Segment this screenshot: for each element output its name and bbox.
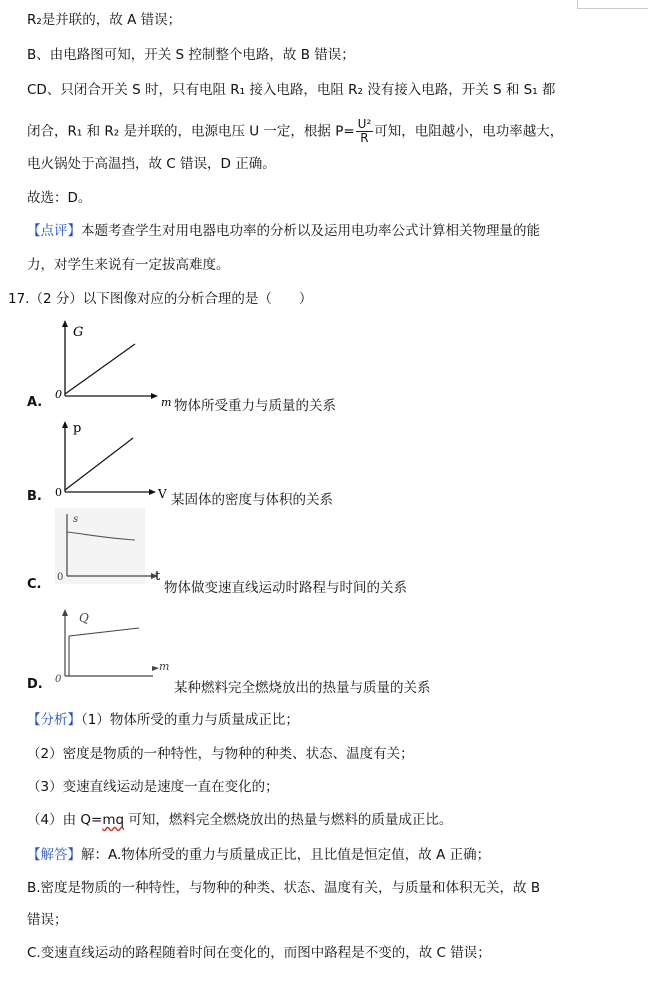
answer-line-4: C.变速直线运动的路程随着时间在变化的，而图中路程是不变的，故 C 错误； <box>27 945 491 961</box>
option-c-caption: 物体做变速直线运动时路程与时间的关系 <box>164 580 407 596</box>
comment-line-2: 力，对学生来说有一定拔高难度。 <box>27 257 230 273</box>
comment-text-1: 本题考查学生对用电器电功率的分析以及运用电功率公式计算相关物理量的能 <box>81 223 540 239</box>
answer-line-2: B.密度是物质的一种特性，与物种的种类、状态、温度有关，与质量和体积无关，故 B <box>27 880 541 896</box>
graph-d-x-arrow <box>152 666 159 671</box>
solution-line-3: CD、只闭合开关 S 时，只有电阻 R₁ 接入电路，电阻 R₂ 没有接入电路，开关 S 和 S₁ 都 <box>27 82 556 98</box>
fraction-denominator: R <box>360 131 369 145</box>
graph-b-x-arrow <box>149 489 156 495</box>
graph-c-origin: 0 <box>57 572 64 583</box>
fraction-numerator: U² <box>357 117 372 131</box>
graph-d-line <box>69 628 139 636</box>
graph-a <box>55 318 172 409</box>
graph-b-xlabel: V <box>158 487 167 501</box>
graph-c-xlabel: t <box>155 569 161 584</box>
answer-line-3: 错误； <box>27 912 68 928</box>
comment-line-1 <box>27 222 540 240</box>
solution-line-6: 故选：D。 <box>27 190 92 206</box>
analysis-line-2: （2）密度是物质的一种特性，与物种的种类、状态、温度有关； <box>27 746 414 762</box>
graph-b <box>55 418 165 502</box>
graph-b-ylabel: p <box>73 421 82 436</box>
solution-line-4-b: 可知，电阻越小，电功率越大， <box>374 123 564 140</box>
analysis-tag: 【分析】 <box>27 712 81 728</box>
analysis-text-4a: （4）由 Q= <box>27 812 103 828</box>
solution-line-5: 电火锅处于高温挡，故 C 错误，D 正确。 <box>27 156 276 172</box>
answer-line-1 <box>27 846 490 864</box>
comment-tag: 【点评】 <box>27 223 81 239</box>
graph-b-y-arrow <box>62 421 68 428</box>
answer-text-1: 解：A.物体所受的重力与质量成正比，且比值是恒定值，故 A 正确； <box>81 847 491 863</box>
graph-a-x-arrow <box>151 393 158 399</box>
solution-line-4-a: 闭合，R₁ 和 R₂ 是并联的，电源电压 U 一定，根据 P= <box>27 123 355 140</box>
analysis-line-3: （3）变速直线运动是速度一直在变化的； <box>27 779 279 795</box>
option-b-label: B. <box>27 489 42 504</box>
graph-d-xlabel: m <box>159 660 170 673</box>
graph-c-ylabel: s <box>73 514 79 525</box>
option-d-label: D. <box>27 677 43 692</box>
graph-b-line <box>65 438 133 490</box>
option-c-label: C. <box>27 577 42 592</box>
graph-c <box>55 508 165 588</box>
graph-a-origin: 0 <box>55 388 62 401</box>
graph-a-xlabel: m <box>161 396 172 409</box>
graph-d-y-arrow <box>62 609 68 616</box>
graph-d-origin: 0 <box>55 674 62 685</box>
question-stem: 17.（2 分）以下图像对应的分析合理的是（ ） <box>8 291 313 307</box>
graph-d-ylabel: Q <box>79 611 89 625</box>
analysis-line-1 <box>27 711 299 729</box>
analysis-line-4 <box>27 811 452 829</box>
option-b-caption: 某固体的密度与体积的关系 <box>171 492 333 508</box>
solution-line-4 <box>27 118 563 145</box>
graph-a-line <box>65 344 135 394</box>
answer-tag: 【解答】 <box>27 847 81 863</box>
analysis-text-1: （1）物体所受的重力与质量成正比； <box>81 712 299 728</box>
solution-line-1: R₂是并联的，故 A 错误； <box>27 12 182 28</box>
power-formula-fraction <box>356 118 374 145</box>
graph-a-y-arrow <box>62 320 68 327</box>
page-corner-mark <box>577 0 648 9</box>
option-a-caption: 物体所受重力与质量的关系 <box>174 398 336 414</box>
graph-b-origin: 0 <box>55 486 62 499</box>
option-d-caption: 某种燃料完全燃烧放出的热量与质量的关系 <box>174 680 431 696</box>
formula-mq: mq <box>102 812 125 828</box>
graph-a-ylabel: G <box>73 325 84 340</box>
graph-d <box>55 606 175 686</box>
graph-c-scan-bg <box>55 508 145 584</box>
option-a-label: A. <box>27 395 43 410</box>
analysis-text-4b: 可知，燃料完全燃烧放出的热量与燃料的质量成正比。 <box>124 812 453 828</box>
solution-line-2: B、由电路图可知，开关 S 控制整个电路，故 B 错误； <box>27 47 355 63</box>
